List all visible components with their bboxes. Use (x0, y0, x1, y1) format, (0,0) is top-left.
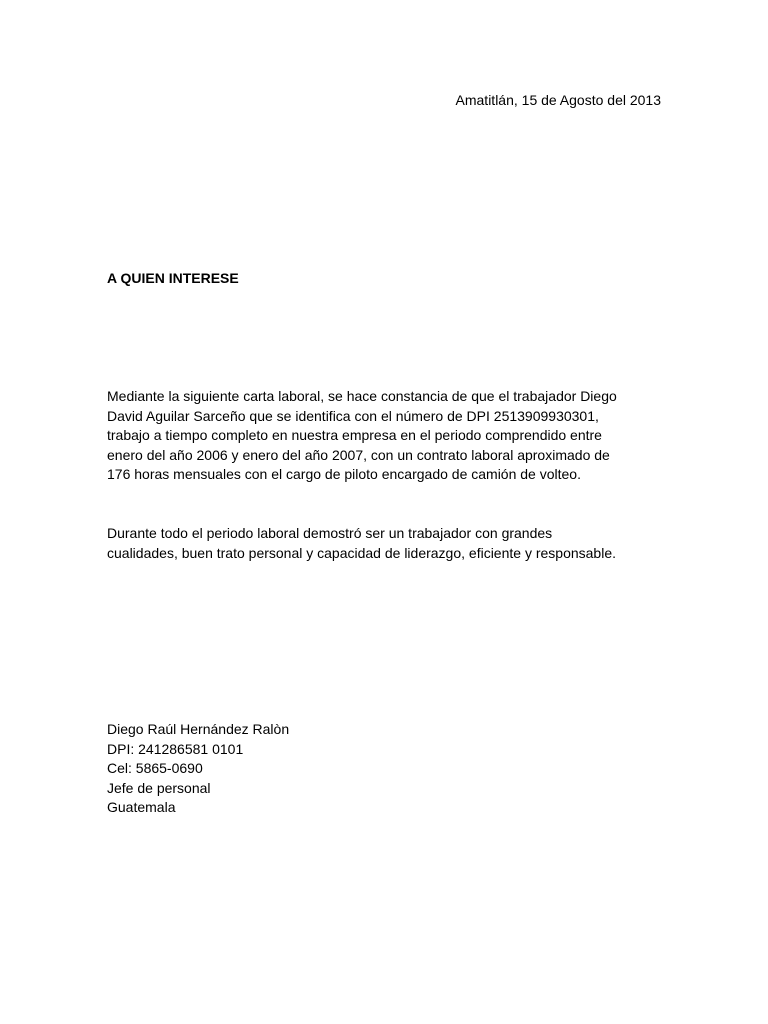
paragraph-line: Mediante la siguiente carta laboral, se hace constancia de que el trabajador Diego (107, 388, 617, 404)
signer-name: Diego Raúl Hernández Ralòn (107, 721, 290, 737)
letter-body-paragraph-1 (107, 387, 617, 485)
signer-location: Guatemala (107, 799, 176, 815)
paragraph-line: trabajo a tiempo completo en nuestra empresa en el periodo comprendido entre (107, 427, 602, 443)
signer-dpi: DPI: 241286581 0101 (107, 740, 244, 757)
letter-salutation: A QUIEN INTERESE (107, 270, 239, 286)
signer-phone: Cel: 5865-0690 (107, 760, 203, 776)
letter-body-paragraph-2 (107, 524, 616, 563)
paragraph-line: 176 horas mensuales con el cargo de piloto encargado de camión de volteo. (107, 466, 581, 482)
signature-block (107, 720, 289, 818)
letter-date: Amatitlán, 15 de Agosto del 2013 (455, 92, 661, 108)
signer-title: Jefe de personal (107, 779, 211, 796)
paragraph-line: enero del año 2006 y enero del año 2007, con un contrato laboral aproximado de (107, 446, 610, 463)
paragraph-line: cualidades, buen trato personal y capacidad de liderazgo, eficiente y responsable. (107, 544, 616, 561)
paragraph-line: Durante todo el periodo laboral demostró ser un trabajador con grandes (107, 525, 553, 541)
paragraph-line: David Aguilar Sarceño que se identifica con el número de DPI 2513909930301, (107, 407, 599, 424)
